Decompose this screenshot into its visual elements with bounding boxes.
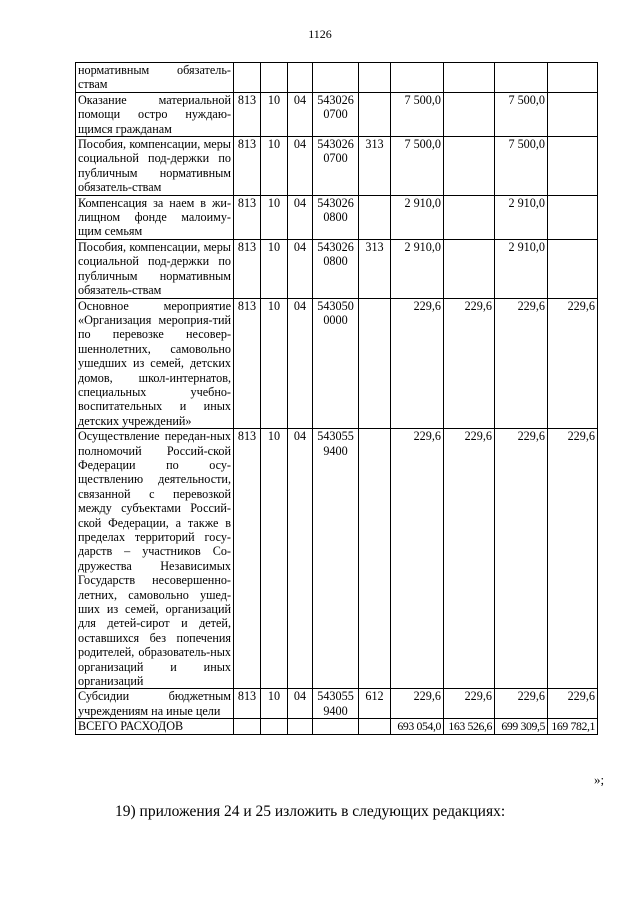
gr-code: 813 [234,195,261,239]
expense-type-code [359,195,391,239]
target-article-code-part2: 9400 [323,443,348,458]
empty-cell [261,719,288,734]
section-code: 10 [261,429,288,689]
amount-1: 2 910,0 [391,195,444,239]
section-code [261,63,288,93]
target-article-code [313,689,359,719]
target-article-code-part1: 543026 [317,195,354,210]
total-amount-1: 693 054,0 [391,719,444,734]
row-name: нормативным обязатель-ствам [76,63,234,93]
amount-4 [548,92,598,136]
amount-1: 229,6 [391,689,444,719]
empty-cell [288,719,313,734]
amendment-paragraph: 19) приложения 24 и 25 изложить в следующих редакциях: [115,803,506,820]
gr-code: 813 [234,298,261,429]
table-row [76,429,598,689]
page-number: 1126 [308,27,332,41]
total-label: ВСЕГО РАСХОДОВ [76,719,234,734]
total-row [76,719,598,734]
expense-type-code [359,63,391,93]
expense-type-code [359,429,391,689]
subsection-code: 04 [288,239,313,298]
section-code: 10 [261,195,288,239]
table-row [76,92,598,136]
section-code: 10 [261,689,288,719]
amount-1 [391,63,444,93]
amount-3: 2 910,0 [495,195,548,239]
expenditure-table [75,62,598,735]
amount-1: 7 500,0 [391,92,444,136]
section-code: 10 [261,137,288,196]
subsection-code: 04 [288,298,313,429]
target-article-code-part1: 543055 [317,429,354,444]
section-code: 10 [261,298,288,429]
expense-type-code: 612 [359,689,391,719]
amount-2 [444,63,495,93]
table-row [76,195,598,239]
table-row [76,137,598,196]
table-row [76,63,598,93]
target-article-code-part2: 9400 [323,703,348,718]
target-article-code-part2: 0000 [323,312,348,327]
amount-4 [548,195,598,239]
gr-code: 813 [234,92,261,136]
subsection-code: 04 [288,137,313,196]
expense-type-code: 313 [359,137,391,196]
row-name: Осуществление передан-ных полномочий Россий-ской Федерации по осу-ществлению деятельности, связанной с перевозкой между субъектами Россий-ской Федерации, а также в пределах территорий госу-дарств – участников Со-дружества Независимых Государств несовершенно-летних, самовольно ушед-ших из семей, организаций для детей-сирот и детей, оставшихся без попечения родителей, образователь-ных организаций и иных организаций [76,429,234,689]
subsection-code: 04 [288,195,313,239]
row-name: Пособия, компенсации, меры социальной под-держки по публичным нормативным обязатель-ствам [76,137,234,196]
amount-2 [444,92,495,136]
gr-code [234,63,261,93]
table-row [76,298,598,429]
amount-2 [444,137,495,196]
amount-3: 7 500,0 [495,92,548,136]
target-article-code-part1: 543026 [317,92,354,107]
amount-3: 229,6 [495,689,548,719]
target-article-code-part2: 0700 [323,107,348,122]
target-article-code [313,63,359,93]
amount-4: 229,6 [548,298,598,429]
subsection-code: 04 [288,92,313,136]
amount-2: 229,6 [444,298,495,429]
row-name: Оказание материальной помощи остро нуждаю-щимся гражданам [76,92,234,136]
target-article-code-part1: 543050 [317,298,354,313]
expense-type-code: 313 [359,239,391,298]
target-article-code-part1: 543055 [317,689,354,704]
amount-3: 229,6 [495,429,548,689]
target-article-code-part2: 0700 [323,151,348,166]
total-amount-4: 169 782,1 [548,719,598,734]
amount-2: 229,6 [444,429,495,689]
target-article-code-part1: 543026 [317,239,354,254]
table-closing-quote: »; [594,772,605,787]
amount-3: 7 500,0 [495,137,548,196]
target-article-code [313,92,359,136]
subsection-code: 04 [288,689,313,719]
section-code: 10 [261,92,288,136]
amount-2: 229,6 [444,689,495,719]
amount-1: 229,6 [391,298,444,429]
amount-4: 229,6 [548,429,598,689]
subsection-code: 04 [288,429,313,689]
section-code: 10 [261,239,288,298]
target-article-code-part2: 0800 [323,210,348,225]
target-article-code [313,137,359,196]
target-article-code-part2: 0800 [323,254,348,269]
target-article-code [313,239,359,298]
gr-code: 813 [234,137,261,196]
row-name: Компенсация за наем в жи-лищном фонде малоиму-щим семьям [76,195,234,239]
amount-1: 229,6 [391,429,444,689]
table-row [76,239,598,298]
empty-cell [359,719,391,734]
expense-type-code [359,92,391,136]
total-amount-2: 163 526,6 [444,719,495,734]
target-article-code-part1: 543026 [317,137,354,152]
amount-1: 7 500,0 [391,137,444,196]
amount-3: 229,6 [495,298,548,429]
total-amount-3: 699 309,5 [495,719,548,734]
table-row [76,689,598,719]
amount-1: 2 910,0 [391,239,444,298]
target-article-code [313,298,359,429]
target-article-code [313,195,359,239]
empty-cell [234,719,261,734]
amount-2 [444,195,495,239]
subsection-code [288,63,313,93]
row-name: Основное мероприятие «Организация мероприя-тий по перевозке несовер-шеннолетних, самовольно ушедших из семей, детских домов, школ-интернатов, специальных учебно-воспитательных и иных детских учреждений» [76,298,234,429]
amount-4 [548,239,598,298]
gr-code: 813 [234,689,261,719]
row-name: Субсидии бюджетным учреждениям на иные цели [76,689,234,719]
amount-3 [495,63,548,93]
empty-cell [313,719,359,734]
amount-4 [548,137,598,196]
expense-type-code [359,298,391,429]
gr-code: 813 [234,429,261,689]
target-article-code [313,429,359,689]
amount-4 [548,63,598,93]
amount-2 [444,239,495,298]
row-name: Пособия, компенсации, меры социальной под-держки по публичным нормативным обязатель-ствам [76,239,234,298]
amount-4: 229,6 [548,689,598,719]
amount-3: 2 910,0 [495,239,548,298]
gr-code: 813 [234,239,261,298]
